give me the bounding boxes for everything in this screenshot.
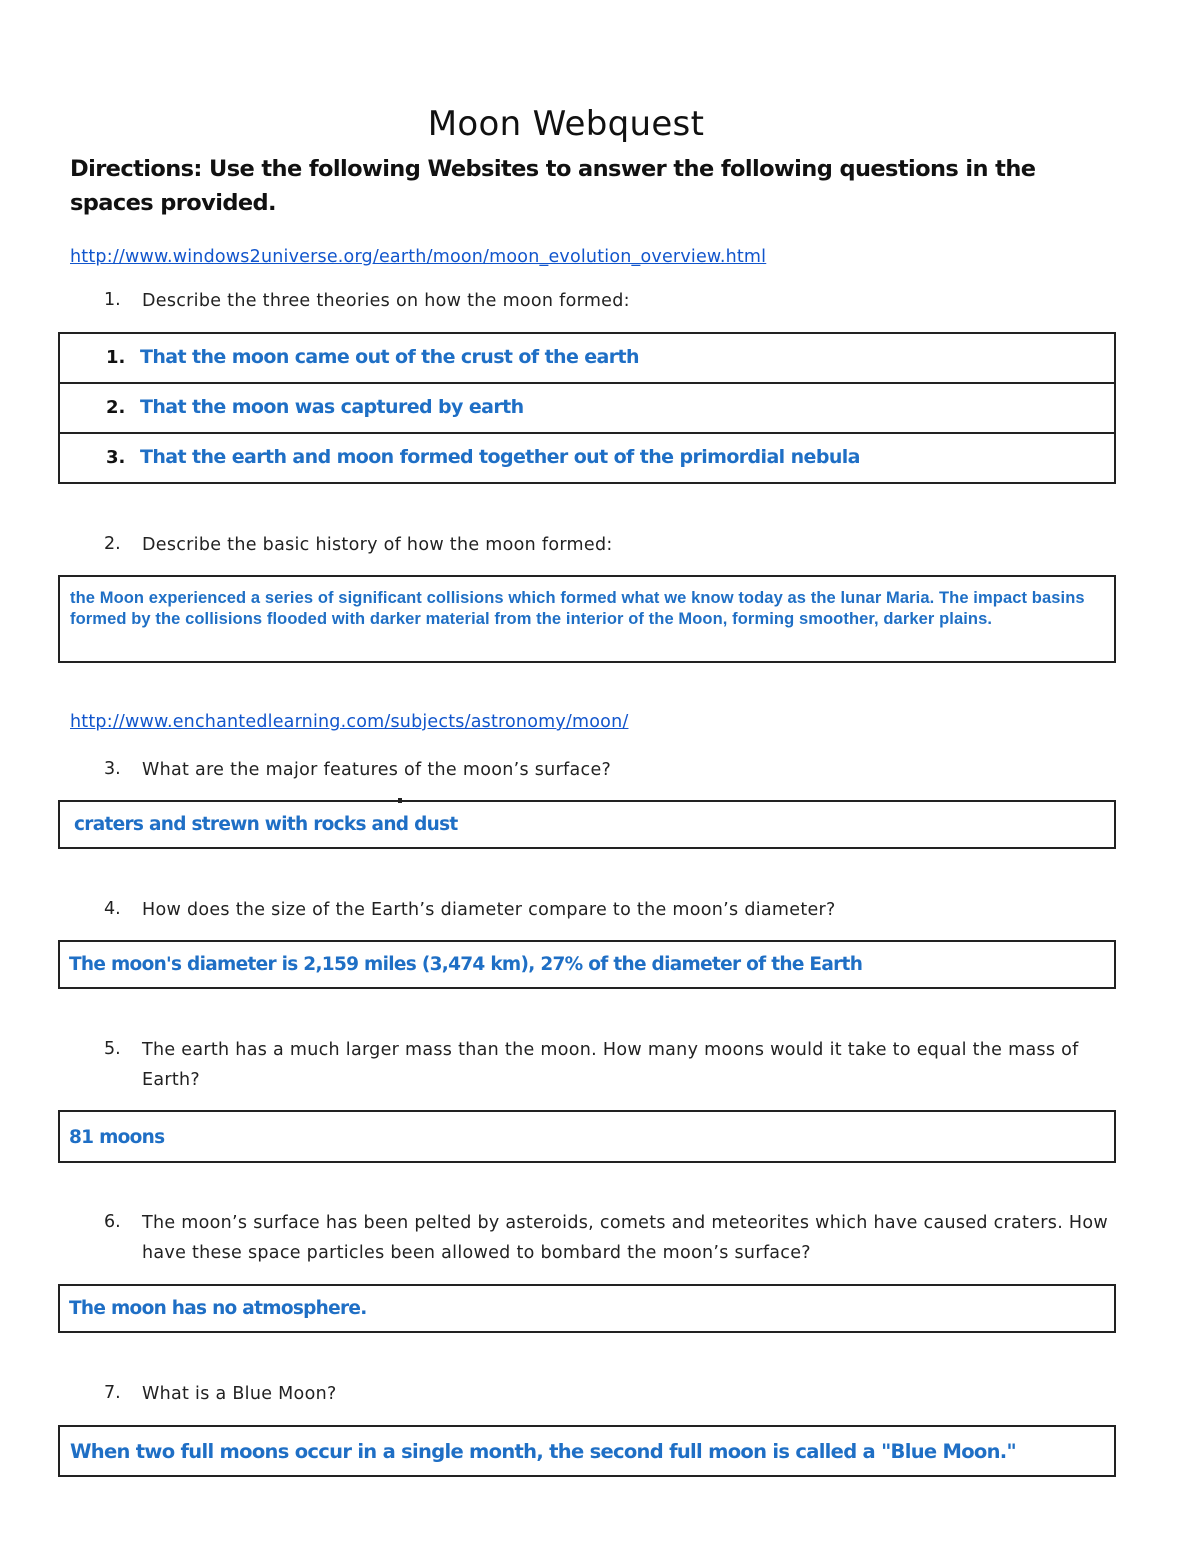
- link-enchantedlearning[interactable]: http://www.enchantedlearning.com/subjects/astronomy/moon/: [70, 712, 629, 732]
- link-windows2universe[interactable]: http://www.windows2universe.org/earth/moon/moon_evolution_overview.html: [70, 247, 767, 267]
- question-5-number: 5.: [104, 1039, 121, 1059]
- answer-1-row-2-text: That the moon was captured by earth: [140, 396, 524, 418]
- answer-box-7[interactable]: [58, 1425, 1116, 1477]
- answer-box-5[interactable]: [58, 1110, 1116, 1163]
- answer-1-row-3-number: 3.: [106, 447, 126, 468]
- question-7-number: 7.: [104, 1383, 121, 1403]
- question-1-text: Describe the three theories on how the moon formed:: [142, 291, 630, 311]
- answer-5-text: 81 moons: [69, 1127, 165, 1148]
- question-5-text: The earth has a much larger mass than the moon. How many moons would it take to equal the mass of Earth?: [142, 1040, 1079, 1090]
- directions-text: Directions: Use the following Websites to answer the following questions in the spaces provided.: [70, 156, 1036, 216]
- answer-2-text: the Moon experienced a series of significant collisions which formed what we know today as the lunar Maria. The impact basins formed by the collisions flooded with darker material from the interior of the Moon, forming smoother, darker plains.: [70, 589, 1085, 628]
- page-title: Moon Webquest: [427, 104, 705, 144]
- answer-1-row-3: [60, 434, 1114, 484]
- question-4-number: 4.: [104, 899, 121, 919]
- question-2-text: Describe the basic history of how the moon formed:: [142, 535, 613, 555]
- answer-box-1[interactable]: [58, 332, 1116, 484]
- question-3-text: What are the major features of the moon’s surface?: [142, 760, 612, 780]
- answer-1-row-2: [60, 384, 1114, 434]
- question-2-number: 2.: [104, 534, 121, 554]
- answer-box-4[interactable]: [58, 940, 1116, 989]
- question-6-text: The moon’s surface has been pelted by asteroids, comets and meteorites which have caused craters. How have these space particles been allowed to bombard the moon’s surface?: [142, 1213, 1109, 1263]
- answer-box-3[interactable]: [58, 800, 1116, 849]
- question-4-text: How does the size of the Earth’s diameter compare to the moon’s diameter?: [142, 900, 836, 920]
- answer-1-row-1-number: 1.: [106, 347, 126, 368]
- question-1-number: 1.: [104, 290, 121, 310]
- question-3-number: 3.: [104, 759, 121, 779]
- answer-3-text: craters and strewn with rocks and dust: [74, 814, 458, 835]
- answer-1-row-1-text: That the moon came out of the crust of the earth: [140, 346, 639, 368]
- answer-1-row-2-number: 2.: [106, 397, 126, 418]
- question-7-text: What is a Blue Moon?: [142, 1384, 337, 1404]
- answer-1-row-1: [60, 334, 1114, 384]
- answer-6-text: The moon has no atmosphere.: [69, 1298, 367, 1319]
- answer-1-row-3-text: That the earth and moon formed together out of the primordial nebula: [140, 446, 860, 468]
- answer-box-6[interactable]: [58, 1284, 1116, 1333]
- question-6-number: 6.: [104, 1212, 121, 1232]
- answer-4-text: The moon's diameter is 2,159 miles (3,474 km), 27% of the diameter of the Earth: [69, 954, 863, 975]
- answer-box-2[interactable]: [58, 575, 1116, 663]
- answer-7-text: When two full moons occur in a single month, the second full moon is called a "Blue Moon.": [70, 1440, 1016, 1463]
